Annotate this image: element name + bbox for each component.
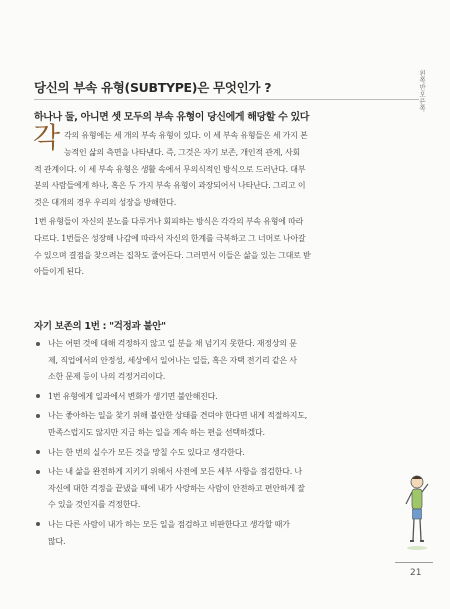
paragraph-line: 적 관계이다. 이 세 부속 유형은 생활 속에서 무의식적인 방식으로 드러난다. 대부	[34, 164, 306, 174]
bullet-dot-icon	[36, 394, 40, 398]
list-item-line: 만족스럽지도 않지만 지금 하는 일을 계속 하는 편을 선택하겠다.	[48, 427, 265, 437]
page-title: 당신의 부속 유형(SUBTYPE)은 무엇인가 ?	[34, 80, 272, 95]
intro-paragraph-2	[34, 214, 412, 281]
bullet-dot-icon	[36, 414, 40, 418]
paragraph-line: 것은 대개의 경우 우리의 성장을 방해한다.	[34, 198, 177, 208]
list-item	[34, 517, 414, 550]
list-item	[34, 389, 414, 406]
list-item-line: 나는 한 번의 실수가 모든 것을 망칠 수도 있다고 생각한다.	[48, 447, 245, 457]
bullet-dot-icon	[36, 470, 40, 474]
list-item-line: 나는 좋아하는 일을 찾기 위해 불안한 상태를 견뎌야 한다면 내게 적절하지도,	[48, 411, 308, 421]
list-item-line: 나는 다른 사람이 내가 하는 모든 일을 점검하고 비판한다고 생각할 때가	[48, 519, 290, 529]
section-subhead: 하나나 둘, 아니면 셋 모두의 부속 유형이 당신에게 해당할 수 있다	[34, 112, 309, 123]
list-item-line: 수 있을 것인지를 걱정한다.	[48, 500, 141, 510]
side-tab-label: 왼쪽반오른쪽	[418, 70, 426, 112]
list-item-line: 자신에 대한 걱정을 끝냈을 때에 내가 사랑하는 사람이 안전하고 편안하게 잘	[48, 483, 305, 493]
page-number-rule	[395, 562, 433, 563]
list-item-line: 나는 내 삶을 완전하게 지키기 위해서 사전에 모든 세부 사항을 점검한다. 나	[48, 467, 302, 477]
boy-figure-icon	[404, 472, 430, 556]
list-item-line: 많다.	[48, 536, 66, 546]
subtype-heading: 자기 보존의 1번 : "걱정과 불안"	[34, 321, 166, 332]
list-item	[34, 336, 414, 386]
drop-cap: 각	[33, 121, 61, 154]
paragraph-line: 1번 유형들이 자신의 분노를 다루거나 회피하는 방식은 각각의 부속 유형에 따라	[34, 217, 304, 226]
bullet-dot-icon	[36, 522, 40, 526]
paragraph-line: 분의 사람들에게 하나, 혹은 두 가지 부속 유형이 과장되어서 나타난다. 그리고 이	[34, 181, 306, 191]
list-item-line: 소한 문제 등이 나의 걱정거리이다.	[48, 372, 166, 382]
list-item	[34, 464, 414, 514]
paragraph-line: 각의 유형에는 세 개의 부속 유형이 있다. 이 세 부속 유형들은 세 가지 본	[64, 131, 308, 140]
list-item	[34, 445, 414, 462]
paragraph-line: 능적인 삶의 측면을 나타낸다. 즉, 그것은 자기 보존, 개인적 관계, 사회	[64, 147, 301, 157]
title-divider	[34, 99, 419, 100]
bullet-dot-icon	[36, 450, 40, 454]
list-item	[34, 408, 414, 441]
page-number: 21	[410, 568, 422, 578]
list-item-line: 제, 직업에서의 안정성, 세상에서 일어나는 일들, 혹은 자택 전기리 같은 사	[48, 355, 297, 365]
paragraph-line: 수 있으며 결점을 찾으려는 집착도 줄어든다. 그러면서 이들은 삶을 있는 그대로 받	[34, 250, 311, 260]
list-item-line: 나는 어떤 것에 대해 걱정하지 않고 일 분을 채 넘기지 못한다. 재정상의 문	[48, 339, 297, 348]
paragraph-line: 다르다. 1번들은 성장해 나감에 따라서 자신의 한계를 극복하고 그 너머로 나아갈	[34, 233, 306, 243]
paragraph-line: 아들이게 된다.	[34, 267, 84, 277]
list-item-line: 1번 유형에게 일과에서 변화가 생기면 불안해진다.	[48, 391, 218, 401]
bullet-list	[34, 336, 414, 553]
bullet-dot-icon	[36, 342, 40, 346]
intro-paragraph-1	[34, 128, 412, 212]
